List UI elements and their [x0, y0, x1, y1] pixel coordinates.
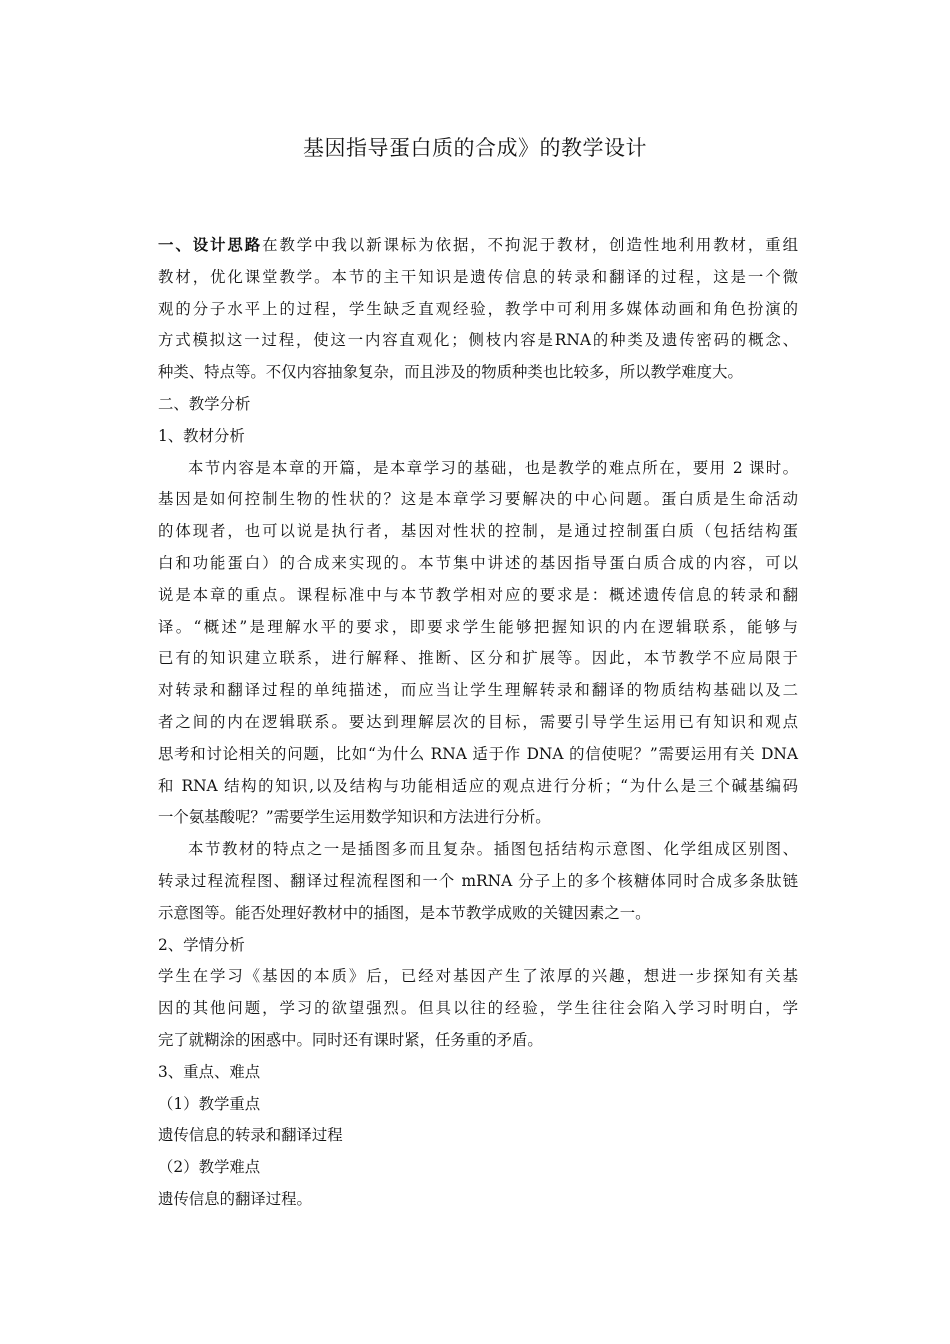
section-teaching-analysis-heading: 二、教学分析: [158, 394, 251, 413]
textbook-para-line-7: 已有的知识建立联系，进行解释、推断、区分和扩展等。因此，本节教学不应局限于: [158, 649, 798, 668]
student-para-line-3: 完了就糊涂的困惑中。同时还有课时紧，任务重的矛盾。: [158, 1030, 543, 1049]
document-title: 基因指导蛋白质的合成》的教学设计: [303, 136, 647, 160]
illustration-para-line-3: 示意图等。能否处理好教材中的插图，是本节教学成败的关键因素之一。: [158, 903, 651, 922]
textbook-para-line-10: 思考和讨论相关的问题，比如“为什么 RNA 适于作 DNA 的信使呢？”需要运用有关 DNA: [158, 744, 798, 763]
difficult-point-heading: （2）教学难点: [158, 1158, 261, 1177]
design-idea-line-2: 教材，优化课堂教学。本节的主干知识是遗传信息的转录和翻译的过程，这是一个微: [158, 267, 798, 286]
textbook-para-line-5: 说是本章的重点。课程标准中与本节教学相对应的要求是：概述遗传信息的转录和翻: [158, 585, 798, 604]
textbook-para-line-2: 基因是如何控制生物的性状的？这是本章学习要解决的中心问题。蛋白质是生命活动: [158, 490, 798, 509]
student-analysis-heading: 2、学情分析: [158, 935, 245, 954]
textbook-para-line-11: 和 RNA 结构的知识,以及结构与功能相适应的观点进行分析；“为什么是三个碱基编码: [158, 776, 798, 795]
design-idea-text-1: 在教学中我以新课标为依据，不拘泥于教材，创造性地利用教材，重组: [262, 236, 798, 254]
design-idea-line-1: [158, 230, 798, 262]
textbook-para-line-1: 本节内容是本章的开篇，是本章学习的基础，也是教学的难点所在，要用 2 课时。: [188, 458, 798, 477]
illustration-para-line-2: 转录过程流程图、翻译过程流程图和一个 mRNA 分子上的多个核糖体同时合成多条肽链: [158, 871, 798, 890]
key-difficult-heading: 3、重点、难点: [158, 1062, 261, 1081]
textbook-analysis-heading: 1、教材分析: [158, 426, 245, 445]
document-body: [158, 230, 798, 1216]
key-point-text: 遗传信息的转录和翻译过程: [158, 1126, 343, 1145]
textbook-para-line-9: 者之间的内在逻辑联系。要达到理解层次的目标，需要引导学生运用已有知识和观点: [158, 712, 798, 731]
textbook-para-line-12: 一个氨基酸呢？”需要学生运用数学知识和方法进行分析。: [158, 808, 551, 827]
design-idea-line-3: 观的分子水平上的过程，学生缺乏直观经验，教学中可利用多媒体动画和角色扮演的: [158, 299, 798, 318]
textbook-para-line-3: 的体现者，也可以说是执行者，基因对性状的控制，是通过控制蛋白质（包括结构蛋: [158, 522, 798, 541]
textbook-para-line-4: 白和功能蛋白）的合成来实现的。本节集中讲述的基因指导蛋白质合成的内容，可以: [158, 553, 798, 572]
design-idea-line-5: 种类、特点等。不仅内容抽象复杂，而且涉及的物质种类也比较多，所以教学难度大。: [158, 363, 743, 382]
difficult-point-text: 遗传信息的翻译过程。: [158, 1189, 312, 1208]
design-idea-line-4: 方式模拟这一过程，使这一内容直观化；侧枝内容是RNA的种类及遗传密码的概念、: [158, 331, 798, 350]
textbook-para-line-8: 对转录和翻译过程的单纯描述，而应当让学生理解转录和翻译的物质结构基础以及二: [158, 681, 798, 700]
illustration-para-line-1: 本节教材的特点之一是插图多而且复杂。插图包括结构示意图、化学组成区别图、: [188, 840, 798, 859]
key-point-heading: （1）教学重点: [158, 1094, 261, 1113]
student-para-line-1: 学生在学习《基因的本质》后，已经对基因产生了浓厚的兴趣，想进一步探知有关基: [158, 967, 798, 986]
student-para-line-2: 因的其他问题，学习的欲望强烈。但具以往的经验，学生往往会陷入学习时明白，学: [158, 999, 798, 1018]
design-idea-heading: 一、设计思路: [158, 236, 263, 254]
textbook-para-line-6: 译。“概述”是理解水平的要求，即要求学生能够把握知识的内在逻辑联系，能够与: [158, 617, 798, 636]
